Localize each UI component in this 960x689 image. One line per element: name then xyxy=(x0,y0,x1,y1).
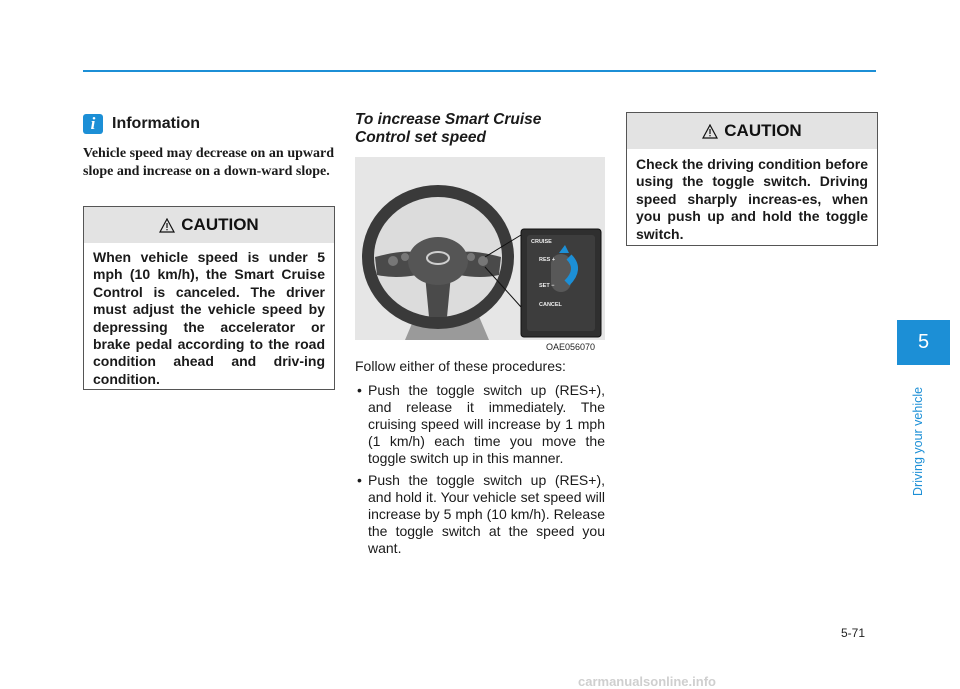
caution-title: CAUTION xyxy=(181,215,259,234)
warning-triangle-icon xyxy=(159,218,175,233)
chapter-label: Driving your vehicle xyxy=(911,386,925,496)
caution-box-left xyxy=(83,206,335,390)
figure-code: OAE056070 xyxy=(546,342,596,352)
figure-label-cancel: CANCEL xyxy=(539,302,562,308)
warning-triangle-icon xyxy=(702,124,718,139)
caution-box-right xyxy=(626,112,878,246)
procedure-intro: Follow either of these procedures: xyxy=(355,358,566,374)
section-title xyxy=(355,111,605,146)
procedure-item-2: • Push the toggle switch up (RES+), and hold it. Your vehicle set speed will increase by 5 mph (10 km/h). Release the toggle switch at the speed you want. xyxy=(355,472,605,557)
information-heading xyxy=(83,114,200,134)
procedure-item-1: • Push the toggle switch up (RES+), and release it immediately. The cruising speed will increase by 1 mph (1 km/h) each time you move the toggle switch up in this manner. xyxy=(355,382,605,467)
steering-wheel-illustration xyxy=(355,157,605,340)
caution-header xyxy=(627,113,877,149)
information-body: Vehicle speed may decrease on an upward slope and increase on a down-ward slope. xyxy=(83,146,334,179)
chapter-side-label xyxy=(908,370,928,500)
procedure-text xyxy=(355,358,605,563)
caution-header xyxy=(84,207,334,243)
procedure-list xyxy=(355,382,605,557)
section-title-line-2: Control set speed xyxy=(355,128,486,146)
section-title-line-1: To increase Smart Cruise xyxy=(355,111,542,128)
steering-wheel-figure xyxy=(355,157,605,340)
caution-text: When vehicle speed is under 5 mph (10 km/h), the Smart Cruise Control is canceled. The driver must adjust the vehicle speed by depressing the accelerator or brake pedal according to the road condition ahead and driv-ing condition. xyxy=(93,249,325,387)
header-rule xyxy=(83,70,876,72)
caution-text: Check the driving condition before using the toggle switch. Driving speed sharply increas-es, when you push up and hold the toggle switch. xyxy=(636,156,868,242)
information-title: Information xyxy=(112,115,200,132)
caution-title: CAUTION xyxy=(724,121,802,140)
figure-label-set: SET − xyxy=(539,283,555,289)
chapter-tab: 5 xyxy=(897,320,950,365)
figure-label-cruise: CRUISE xyxy=(531,239,552,245)
info-icon: i xyxy=(83,114,103,134)
page-number: 5-71 xyxy=(841,626,866,640)
figure-label-res: RES + xyxy=(539,257,556,263)
footer-watermark: carmanualsonline.info xyxy=(578,674,716,689)
